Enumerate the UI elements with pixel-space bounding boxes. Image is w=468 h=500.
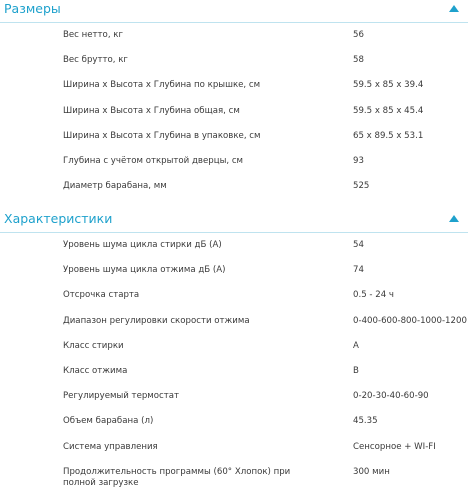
spec-row (0, 334, 468, 359)
spec-label: Объем барабана (л) (63, 416, 154, 427)
section-header-characteristics[interactable] (0, 210, 468, 233)
spec-list-characteristics (0, 233, 468, 494)
spec-value: B (353, 365, 359, 376)
spec-value: 56 (353, 30, 364, 40)
spec-value: 0.5 - 24 ч (353, 290, 394, 301)
spec-label: Диаметр барабана, мм (63, 181, 167, 192)
spec-row (0, 48, 468, 73)
spec-label: Глубина с учётом открытой дверцы, см (63, 155, 244, 166)
spec-value: 93 (353, 155, 364, 166)
spec-row (0, 460, 468, 494)
spec-value: 0-20-30-40-60-90 (353, 391, 429, 402)
spec-value: 74 (353, 265, 364, 276)
section-title-sizes: Размеры (4, 1, 61, 16)
spec-value: 0-400-600-800-1000-1200 (353, 315, 467, 326)
spec-row (0, 174, 468, 199)
spec-label: Отсрочка старта (63, 290, 140, 301)
section-header-sizes[interactable] (0, 0, 468, 23)
spec-row (0, 409, 468, 434)
spec-label: Диапазон регулировки скорости отжима (63, 315, 250, 326)
chevron-up-icon[interactable] (449, 215, 459, 222)
spec-row (0, 149, 468, 174)
spec-label: Уровень шума цикла стирки дБ (А) (63, 240, 222, 250)
spec-list-sizes (0, 23, 468, 199)
section-sizes (0, 0, 468, 199)
spec-label: Вес брутто, кг (63, 55, 128, 66)
section-title-characteristics: Характеристики (4, 211, 113, 226)
spec-label: Регулируемый термостат (63, 391, 180, 402)
spec-label: Ширина х Высота х Глубина в упаковке, см (63, 130, 261, 141)
spec-row (0, 124, 468, 149)
spec-value: 525 (353, 181, 370, 192)
spec-label: Продолжительность программы (60° Хлопок) при полной загрузке (63, 466, 291, 488)
spec-value: 45.35 (353, 416, 378, 427)
spec-value: 65 x 89.5 x 53.1 (353, 130, 424, 141)
spec-label: Уровень шума цикла отжима дБ (А) (63, 265, 226, 276)
spec-label: Система управления (63, 441, 158, 452)
section-characteristics (0, 210, 468, 494)
spec-value: 59.5 x 85 x 45.4 (353, 105, 424, 116)
spec-label: Ширина х Высота х Глубина по крышке, см (63, 80, 261, 91)
spec-row (0, 384, 468, 409)
spec-value: A (353, 340, 359, 351)
spec-value: 54 (353, 240, 364, 250)
spec-row (0, 309, 468, 334)
chevron-up-icon[interactable] (449, 5, 459, 12)
spec-value: 59.5 x 85 x 39.4 (353, 80, 424, 91)
spec-row (0, 99, 468, 124)
spec-row (0, 283, 468, 308)
spec-row (0, 258, 468, 283)
spec-value: 58 (353, 55, 364, 66)
spec-row (0, 435, 468, 460)
spec-label: Класс отжима (63, 365, 128, 376)
spec-label: Класс стирки (63, 340, 124, 351)
spec-value: 300 мин (353, 466, 390, 477)
spec-row (0, 359, 468, 384)
spec-row (0, 73, 468, 98)
spec-label: Ширина х Высота х Глубина общая, см (63, 105, 240, 116)
spec-row (0, 233, 468, 258)
spec-label: Вес нетто, кг (63, 30, 123, 40)
spec-row (0, 23, 468, 48)
spec-value: Сенсорное + WI-FI (353, 441, 436, 452)
